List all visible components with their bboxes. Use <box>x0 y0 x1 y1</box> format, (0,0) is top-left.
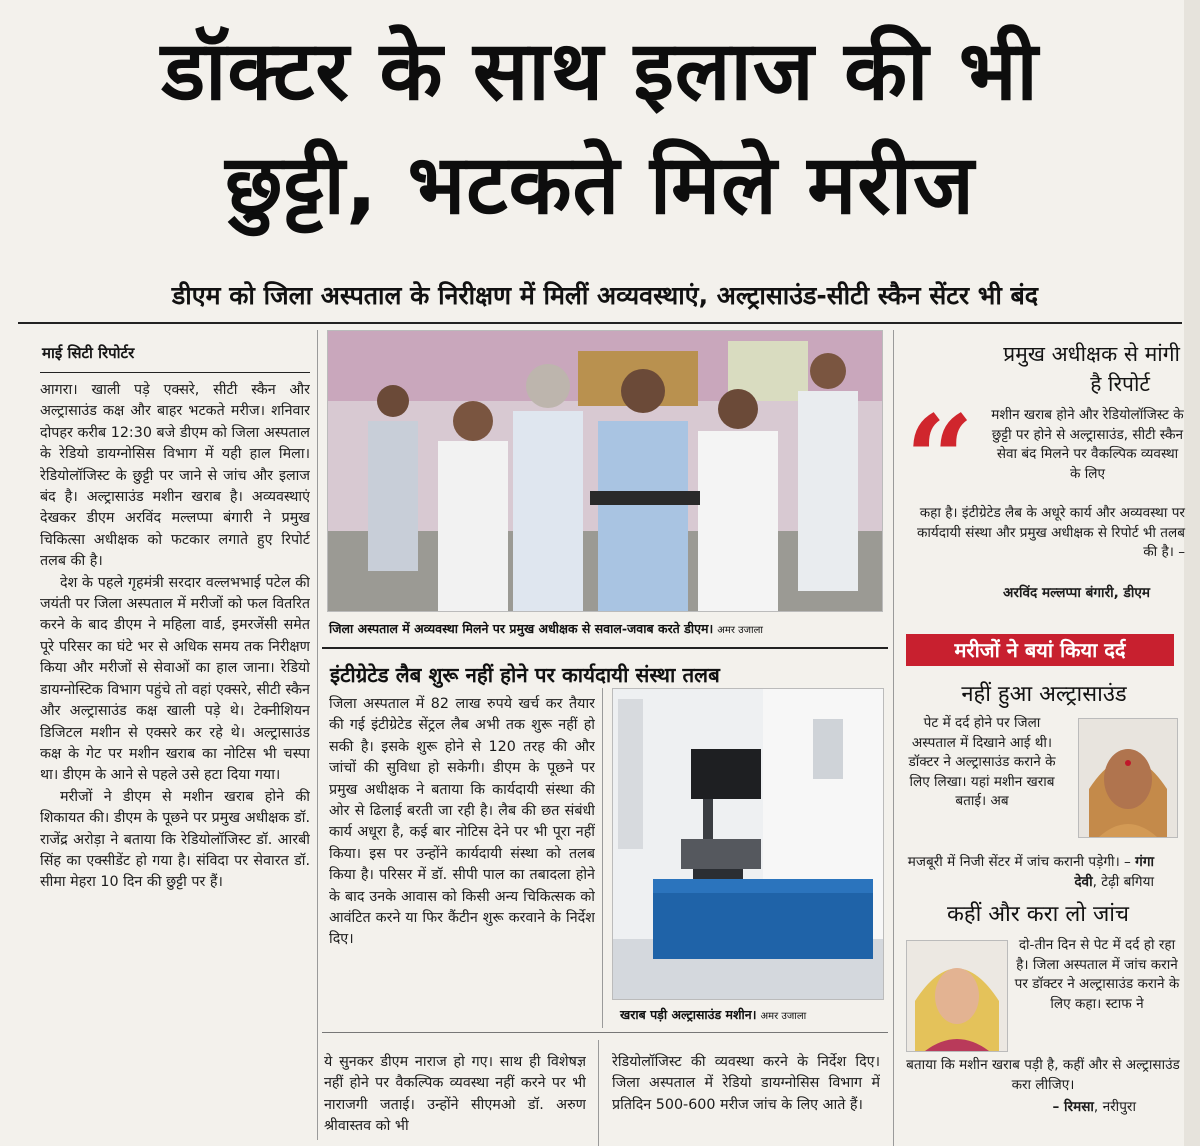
patient-1-text-tail <box>900 853 1154 892</box>
column-divider <box>317 330 318 1140</box>
inspection-photo-illustration <box>328 331 882 611</box>
divider-top <box>18 322 1182 324</box>
continuation-column-a <box>324 1052 586 1142</box>
patient-1-signature: गंगा देवी <box>1074 854 1154 890</box>
quote-signature: अरविंद मल्लप्पा बंगारी, डीएम <box>1003 585 1150 601</box>
column-divider-2 <box>602 688 603 1028</box>
patient-2-portrait <box>907 941 1007 1051</box>
patient-1-heading: नहीं हुआ अल्ट्रासाउंड <box>961 682 1127 707</box>
inspection-photo <box>327 330 883 612</box>
lab-story-heading: इंटीग्रेटेड लैब शुरू नहीं होने पर कार्यदायी संस्था तलब <box>330 663 720 687</box>
patients-banner: मरीजों ने बयां किया दर्द <box>906 634 1174 666</box>
continuation-column-b <box>612 1052 880 1142</box>
divider-lab-story <box>322 647 888 649</box>
patient-2-text-tail: बताया कि मशीन खराब पड़ी है, कहीं और से अल्ट्रासाउंड करा लीजिए। <box>906 1057 1180 1093</box>
continuation-text-a: ये सुनकर डीएम नाराज हो गए। साथ ही विशेषज्ञ नहीं होने पर वैकल्पिक व्यवस्था नहीं करने पर भी नाराजगी जताई। उन्होंने सीएमओ डॉ. अरुण श्रीवास्तव को भी <box>324 1054 586 1135</box>
adjacent-page-edge <box>1184 0 1200 1146</box>
patient-2-photo <box>906 940 1008 1052</box>
photo-caption <box>329 620 763 640</box>
continuation-text-b: रेडियोलॉजिस्ट की व्यवस्था करने के निर्देश दिए। जिला अस्पताल में रेडियो डायग्नोसिस विभाग में प्रतिदिन 500-600 मरीज जांच के लिए आते हैं। <box>612 1054 880 1113</box>
sidebar-heading-line-2: है रिपोर्ट <box>1090 372 1150 396</box>
quote-text-top: मशीन खराब होने और रेडियोलॉजिस्ट के छुट्टी पर होने से अल्ट्रासाउंड, सीटी स्कैन सेवा बंद मिलने पर वैकल्पिक व्यवस्था के लिए <box>991 407 1184 482</box>
patient-1-text-tail-text: मजबूरी में निजी सेंटर में जांच करानी पड़ेगी। – <box>907 854 1131 870</box>
ultrasound-caption <box>620 1006 806 1026</box>
patient-1-text: पेट में दर्द होने पर जिला अस्पताल में दिखाने आई थी। डॉक्टर ने अल्ट्रासाउंड कराने के लिए लिखा। यहां मशीन खराब बताई। अब <box>908 715 1056 810</box>
patient-1-portrait <box>1079 719 1177 837</box>
headline-line-2: छुट्टी, भटकते मिले मरीज <box>225 138 975 233</box>
quote-mark-icon: “ <box>905 389 975 530</box>
column-divider-4 <box>893 330 894 1146</box>
patient-1-place: , टेढ़ी बगिया <box>1092 873 1154 890</box>
lab-story-text: जिला अस्पताल में 82 लाख रुपये खर्च कर तैयार की गई इंटीग्रेटेड सेंट्रल लैब अभी तक शुरू नहीं हो सकी है। इसके शुरू होने से 120 तरह की और जांचों की सुविधा हो सकेगी। डीएम के पूछने पर प्रमुख अधीक्षक ने बताया कि कार्यदायी संस्था की ओर से ढिलाई बरती जा रही है। लैब की छत संबंधी कार्य अधूरा है, कई बार नोटिस देने पर भी पूरा नहीं किया। इस पर उन्होंने कार्यदायी संस्था को तलब किया है। परिसर में डॉ. सीपी पाल का तबादला होने के बाद उनके आवास को किसी अन्य चिकित्सक को आवंटित करने या फिर कैंटीन शुरू करवाने के निर्देश दिए। <box>329 696 595 948</box>
subheadline: डीएम को जिला अस्पताल के निरीक्षण में मिलीं अव्यवस्थाएं, अल्ट्रासाउंड-सीटी स्कैन सेंटर भी बंद <box>171 281 1039 310</box>
patient-2-signature: – रिमसा <box>1052 1099 1094 1115</box>
byline: माई सिटी रिपोर्टर <box>42 344 135 362</box>
main-story <box>40 380 310 1100</box>
ultrasound-caption-text: खराब पड़ी अल्ट्रासाउंड मशीन। <box>620 1007 757 1022</box>
main-story-paragraph-2: देश के पहले गृहमंत्री सरदार वल्लभभाई पटेल की जयंती पर जिला अस्पताल में मरीजों को फल वितरित करने के बाद डीएम ने महिला वार्ड, इमरजेंसी समेत पूरे परिसर का घंटे भर से अधिक समय तक निरीक्षण किया और मरीजों से सेवाओं का हाल जाना। रेडियो डायग्नोस्टिक विभाग पहुंचे तो वहां एक्सरे, सीटी स्कैन और अल्ट्रासाउंड कक्ष खाली पड़े थे। टेक्नीशियन डिजिटल मशीन से एक्सरे कर रहे थे। अल्ट्रासाउंड कक्ष के गेट पर मशीन खराब का नोटिस भी चस्पा था। डीएम के आने से पहले उसे हटा दिया गया। <box>40 574 310 784</box>
photo-credit: अमर उजाला <box>717 625 763 636</box>
main-story-paragraph-3: मरीजों ने डीएम से मशीन खराब होने की शिकायत की। डीएम के पूछने पर प्रमुख अधीक्षक डॉ. राजेंद्र अरोड़ा ने बताया कि रेडियोलॉजिस्ट डॉ. आरबी सिंह का एक्सीडेंट हो गया है। संविदा पर सेवारत डॉ. सीमा मेहरा 10 दिन की छुट्टी पर हैं। <box>40 788 310 891</box>
patient-2-signature-line <box>906 1098 1136 1118</box>
patient-1-photo <box>1078 718 1178 838</box>
divider-continuation <box>322 1032 888 1033</box>
main-story-paragraph-1: आगरा। खाली पड़े एक्सरे, सीटी स्कैन और अल्ट्रासाउंड कक्ष और बाहर भटकते मरीज। शनिवार दोपहर करीब 12:30 बजे डीएम को जिला अस्पताल के रेडियो डायग्नोसिस विभाग में यही हाल मिला। रेडियोलॉजिस्ट के छुट्टी पर जाने से जांच और इलाज बंद है। अल्ट्रासाउंड मशीन खराब है। अव्यवस्थाएं देखकर डीएम अरविंद मल्लप्पा बंगारी ने प्रमुख चिकित्सा अधीक्षक को फटकार लगाते हुए रिपोर्ट तलब की है। <box>40 382 310 570</box>
headline-line-1: डॉक्टर के साथ इलाज की भी <box>161 24 1039 119</box>
ultrasound-photo-illustration <box>613 689 883 999</box>
quote-text-rest: कहा है। इंटीग्रेटेड लैब के अधूरे कार्य और अव्यवस्था पर कार्यदायी संस्था और प्रमुख अधीक्षक से रिपोर्ट भी तलब की है। – <box>916 505 1185 561</box>
patient-2-text: दो-तीन दिन से पेट में दर्द हो रहा है। जिला अस्पताल में जांच कराने पर डॉक्टर ने अल्ट्रासाउंड कराने के लिए कहा। स्टाफ ने <box>1014 937 1180 1012</box>
sidebar-heading-line-1: प्रमुख अधीक्षक से मांगी <box>1003 342 1180 366</box>
photo-caption-text: जिला अस्पताल में अव्यवस्था मिलने पर प्रमुख अधीक्षक से सवाल-जवाब करते डीएम। <box>329 621 714 636</box>
column-divider-3 <box>598 1040 599 1146</box>
lab-story-body <box>329 694 595 1004</box>
byline-rule <box>40 372 310 373</box>
patient-2-place: , नरीपुरा <box>1093 1099 1136 1115</box>
ultrasound-photo <box>612 688 884 1000</box>
ultrasound-photo-credit: अमर उजाला <box>760 1011 807 1022</box>
patient-2-heading: कहीं और करा लो जांच <box>947 902 1129 927</box>
